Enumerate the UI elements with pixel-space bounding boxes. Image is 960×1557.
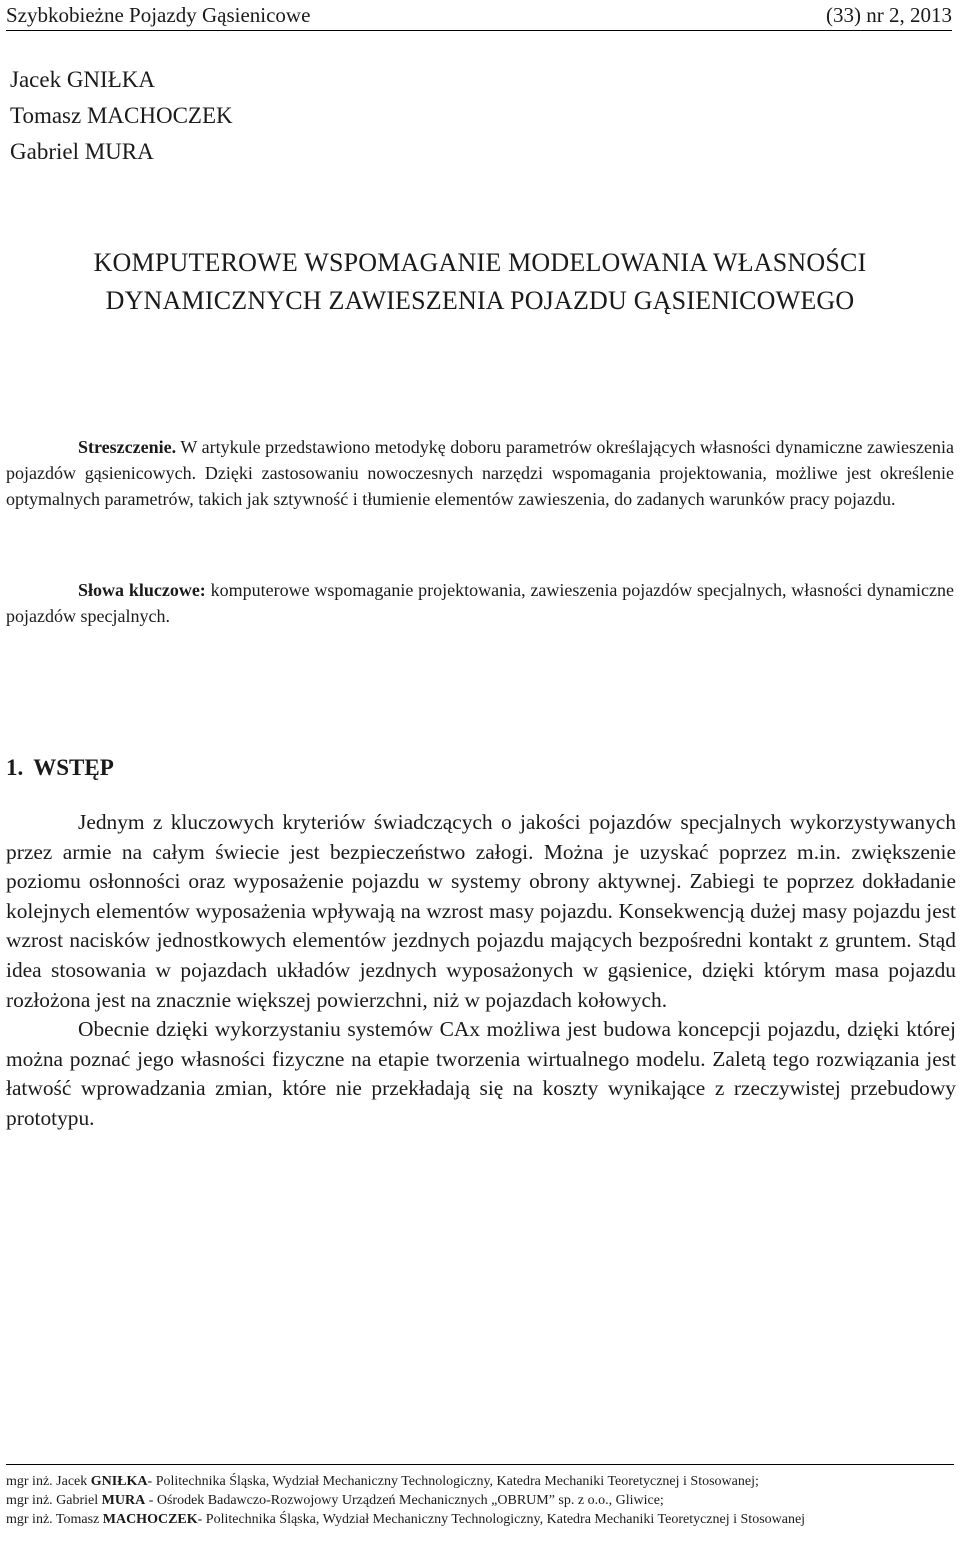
footnote-affiliation: - Politechnika Śląska, Wydział Mechaniczny Technologiczny, Katedra Mechaniki Teoretycznej i Stosowanej (197, 1512, 806, 1527)
abstract-text: W artykule przedstawiono metodykę doboru parametrów określających własności dynamiczne zawieszenia pojazdów gąsienicowych. Dzięki zastosowaniu nowoczesnych narzędzi wspomagania projektowania, możliwe jest określenie optymalnych parametrów, takich jak sztywność i tłumienie elementów zawieszenia, do zadanych warunków pracy pojazdu. (6, 437, 954, 509)
abstract-label: Streszczenie. (78, 437, 177, 457)
issue-number: (33) nr 2, 2013 (826, 2, 952, 27)
abstract (6, 434, 954, 512)
footnote (6, 1472, 956, 1491)
section-title: WSTĘP (33, 755, 114, 780)
body-paragraph: Obecnie dzięki wykorzystaniu systemów CAx możliwa jest budowa koncepcji pojazdu, dzięki której można poznać jego własności fizyczne na etapie tworzenia wirtualnego modelu. Zaletą tego rozwiązania jest łatwość wprowadzania zmian, które nie przekładają się na koszty wynikające z rzeczywistej przebudowy prototypu. (6, 1017, 956, 1130)
footnote (6, 1491, 956, 1510)
footnote (6, 1510, 956, 1529)
footnote-prefix: mgr inż. Tomasz (6, 1512, 103, 1527)
body-text (6, 808, 956, 1134)
footnote-affiliation: - Politechnika Śląska, Wydział Mechaniczny Technologiczny, Katedra Mechaniki Teoretycznej i Stosowanej; (147, 1474, 759, 1489)
footnote-author-name: GNIŁKA (90, 1474, 148, 1489)
running-header (6, 0, 952, 31)
footnote-affiliation: - Ośrodek Badawczo-Rozwojowy Urządzeń Mechanicznych „OBRUM” sp. z o.o., Gliwice; (145, 1493, 664, 1508)
journal-name: Szybkobieżne Pojazdy Gąsienicowe (6, 2, 311, 27)
paper-title (0, 244, 960, 320)
title-line: DYNAMICZNYCH ZAWIESZENIA POJAZDU GĄSIENICOWEGO (105, 286, 855, 315)
footnotes (6, 1472, 956, 1529)
keywords-label: Słowa kluczowe: (78, 580, 206, 600)
footnote-author-name: MACHOCZEK (102, 1512, 198, 1527)
section-heading (6, 755, 114, 781)
footnote-divider (6, 1464, 954, 1465)
author-name: Jacek GNIŁKA (10, 67, 155, 92)
author-name: Tomasz MACHOCZEK (10, 103, 233, 128)
author-list (10, 62, 233, 170)
keywords-text: komputerowe wspomaganie projektowania, zawieszenia pojazdów specjalnych, własności dynamiczne pojazdów specjalnych. (6, 580, 955, 626)
keywords (6, 577, 954, 629)
body-paragraph: Jednym z kluczowych kryteriów świadczących o jakości pojazdów specjalnych wykorzystywanych przez armie na całym świecie jest bezpieczeństwo załogi. Można je uzyskać poprzez m.in. zwiększenie poziomu osłonności oraz wyposażenie pojazdu w systemy obrony aktywnej. Zabiegi te poprzez dokładanie kolejnych elementów wyposażenia wpływają na wzrost masy pojazdu. Konsekwencją dużej masy pojazdu jest wzrost nacisków jednostkowych elementów jezdnych pojazdu mających bezpośredni kontakt z gruntem. Stąd idea stosowania w pojazdach układów jezdnych wyposażonych w gąsienice, dzięki którym masa pojazdu rozłożona jest na znacznie większej powierzchni, niż w pojazdach kołowych. (6, 810, 956, 1012)
author-name: Gabriel MURA (10, 139, 154, 164)
footnote-author-name: MURA (101, 1493, 146, 1508)
title-line: KOMPUTEROWE WSPOMAGANIE MODELOWANIA WŁASNOŚCI (93, 248, 867, 277)
section-number: 1. (6, 755, 24, 780)
footnote-prefix: mgr inż. Jacek (6, 1474, 91, 1489)
footnote-prefix: mgr inż. Gabriel (6, 1493, 102, 1508)
